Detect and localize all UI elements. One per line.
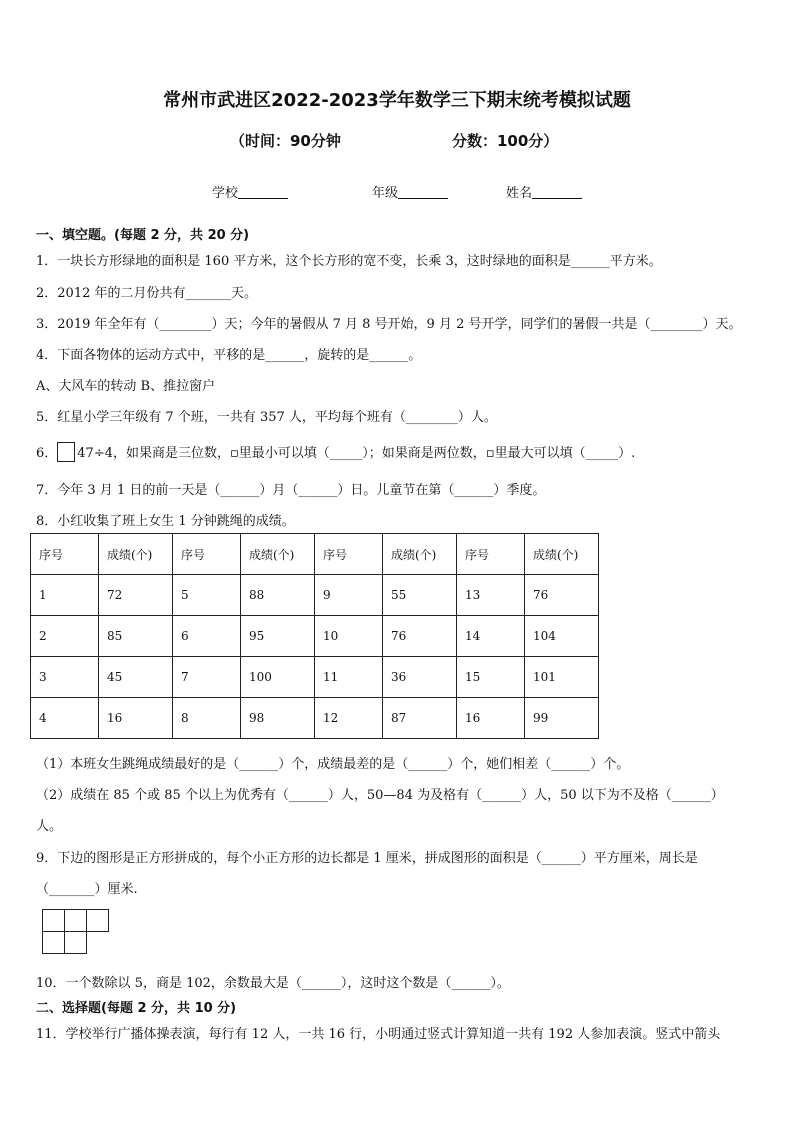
table-cell: 12: [315, 698, 383, 739]
question-8-part-2: （2）成绩在 85 个或 85 个以上为优秀有（______）人，50—84 为及格有（______）人，50 以下为不及格（______）: [36, 788, 724, 803]
header-cell: 序号: [173, 534, 241, 575]
section-2-title: 二、选择题(每题 2 分，共 10 分): [36, 1001, 237, 1016]
table-cell: 9: [315, 575, 383, 616]
table-cell: 16: [99, 698, 173, 739]
table-row: [31, 657, 599, 698]
table-cell: 100: [241, 657, 315, 698]
header-cell: 成绩(个): [383, 534, 457, 575]
question-1: 1．一块长方形绿地的面积是 160 平方米，这个长方形的宽不变，长乘 3，这时绿地的面积是______平方米。: [36, 254, 662, 269]
grid-square: [64, 909, 87, 932]
header-cell: 成绩(个): [241, 534, 315, 575]
question-7: 7．今年 3 月 1 日的前一天是（______）月（______）日。儿童节在第（______）季度。: [36, 483, 546, 498]
table-cell: 3: [31, 657, 99, 698]
question-10: 10．一个数除以 5，商是 102，余数最大是（______），这时这个数是（______）。: [36, 976, 510, 991]
question-8-part-2-cont: 人。: [36, 819, 63, 834]
exam-time: （时间：90分钟: [230, 132, 341, 150]
question-6-text: 47÷4，如果商是三位数，▫里最小可以填（_____）；如果商是两位数，▫里最大可以填（_____）.: [77, 446, 636, 461]
table-row: [31, 616, 599, 657]
table-cell: 88: [241, 575, 315, 616]
question-8-part-1: （1）本班女生跳绳成绩最好的是（______）个，成绩最差的是（______）个，她们相差（______）个。: [36, 757, 630, 772]
table-row: [31, 575, 599, 616]
grid-square: [42, 931, 65, 954]
table-cell: 76: [525, 575, 599, 616]
table-cell: 85: [99, 616, 173, 657]
header-cell: 成绩(个): [525, 534, 599, 575]
header-cell: 序号: [457, 534, 525, 575]
table-cell: 87: [383, 698, 457, 739]
grade-field[interactable]: [372, 182, 448, 201]
grid-square: [64, 931, 87, 954]
header-cell: 序号: [31, 534, 99, 575]
question-8: 8．小红收集了班上女生 1 分钟跳绳的成绩。: [36, 514, 295, 529]
question-11: 11．学校举行广播体操表演，每行有 12 人，一共 16 行，小明通过竖式计算知道一共有 192 人参加表演。竖式中箭头: [36, 1027, 721, 1042]
table-cell: 36: [383, 657, 457, 698]
grid-square: [42, 909, 65, 932]
table-cell: 72: [99, 575, 173, 616]
question-4-options: A、大风车的转动 B、推拉窗户: [36, 379, 216, 394]
table-cell: 8: [173, 698, 241, 739]
page-title: 常州市武进区2022-2023学年数学三下期末统考模拟试题: [163, 90, 631, 111]
table-cell: 76: [383, 616, 457, 657]
school-label: 学校: [212, 186, 239, 201]
grade-label: 年级: [372, 186, 399, 201]
name-field[interactable]: [506, 182, 582, 201]
table-cell: 2: [31, 616, 99, 657]
table-cell: 1: [31, 575, 99, 616]
question-4: 4．下面各物体的运动方式中，平移的是______，旋转的是______。: [36, 348, 422, 363]
header-cell: 成绩(个): [99, 534, 173, 575]
exam-score: 分数：100分）: [452, 132, 559, 150]
question-9: 9．下边的图形是正方形拼成的，每个小正方形的边长都是 1 厘米，拼成图形的面积是（______）平方厘米，周长是: [36, 851, 698, 866]
question-3: 3．2019 年全年有（________）天；今年的暑假从 7 月 8 号开始，9 月 2 号开学，同学们的暑假一共是（________）天。: [36, 317, 742, 332]
school-field[interactable]: [212, 182, 288, 201]
question-6: [36, 442, 635, 462]
table-row: [31, 698, 599, 739]
grid-square: [86, 909, 109, 932]
table-cell: 98: [241, 698, 315, 739]
question-9-cont: （_______）厘米.: [36, 882, 138, 897]
blank-square-icon: [57, 442, 75, 462]
table-cell: 14: [457, 616, 525, 657]
table-cell: 99: [525, 698, 599, 739]
question-5: 5．红星小学三年级有 7 个班，一共有 357 人，平均每个班有（________）人。: [36, 410, 497, 425]
section-1-title: 一、填空题。(每题 2 分，共 20 分): [36, 228, 250, 243]
table-header-row: [31, 534, 599, 575]
table-cell: 55: [383, 575, 457, 616]
table-cell: 13: [457, 575, 525, 616]
table-cell: 4: [31, 698, 99, 739]
score-table: [30, 533, 599, 739]
table-cell: 101: [525, 657, 599, 698]
table-cell: 6: [173, 616, 241, 657]
table-cell: 5: [173, 575, 241, 616]
table-cell: 16: [457, 698, 525, 739]
table-cell: 10: [315, 616, 383, 657]
header-cell: 序号: [315, 534, 383, 575]
table-cell: 7: [173, 657, 241, 698]
table-cell: 45: [99, 657, 173, 698]
table-cell: 11: [315, 657, 383, 698]
table-cell: 95: [241, 616, 315, 657]
question-6-number: 6．: [36, 446, 58, 461]
question-2: 2．2012 年的二月份共有_______天。: [36, 286, 257, 301]
name-label: 姓名: [506, 186, 533, 201]
table-cell: 15: [457, 657, 525, 698]
square-grid-figure: [42, 909, 108, 953]
table-cell: 104: [525, 616, 599, 657]
